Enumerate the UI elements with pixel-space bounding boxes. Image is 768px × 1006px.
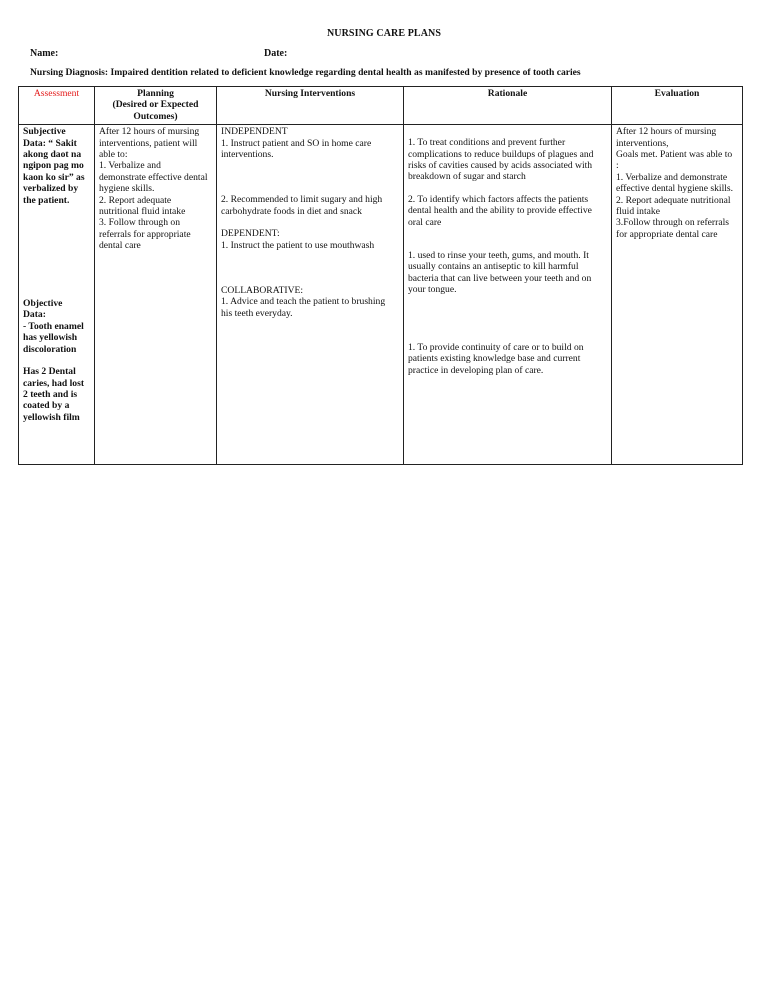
intervention-line: 2. Recommended to limit sugary and high [221, 194, 383, 206]
date-label: Date: [264, 48, 288, 59]
header-planning-line: Outcomes) [133, 110, 178, 122]
evaluation-line: Goals met. Patient was able to [616, 149, 733, 161]
evaluation-line: : [616, 160, 619, 172]
subjective-line: the patient. [23, 194, 70, 206]
planning-line: nutritional fluid intake [99, 206, 186, 218]
intervention-heading-independent: INDEPENDENT [221, 126, 288, 138]
rationale-line: 1. used to rinse your teeth, gums, and mouth. It [408, 250, 589, 262]
planning-line: demonstrate effective dental [99, 171, 208, 183]
interventions-cell [217, 125, 404, 465]
assessment-cell [19, 125, 95, 465]
header-assessment: Assessment [19, 87, 95, 125]
header-planning-line: Planning [137, 88, 174, 99]
objective-line: discoloration [23, 343, 77, 355]
evaluation-line: 3.Follow through on referrals [616, 217, 729, 229]
name-label: Name: [30, 48, 59, 59]
rationale-line: your tongue. [408, 284, 457, 296]
rationale-line: bacteria that can live between your teeth and on [408, 272, 592, 284]
evaluation-line: 1. Verbalize and demonstrate [616, 171, 728, 183]
planning-line: After 12 hours of mursing [99, 126, 200, 138]
header-rationale: Rationale [404, 87, 612, 125]
nursing-diagnosis [30, 67, 750, 78]
rationale-line: risks of cavities caused by acids associated with [408, 160, 593, 172]
intervention-line: carbohydrate foods in diet and snack [221, 205, 362, 217]
evaluation-line: fluid intake [616, 206, 660, 218]
intervention-line: 1. Instruct the patient to use mouthwash [221, 239, 375, 251]
planning-line: 2. Report adequate [99, 194, 172, 206]
rationale-line: 1. To provide continuity of care or to build on [408, 341, 584, 353]
table-header-row [19, 87, 743, 125]
objective-line: 2 teeth and is [23, 388, 78, 400]
header-planning-line: (Desired or Expected [112, 99, 199, 111]
evaluation-line: for appropriate dental care [616, 228, 718, 240]
evaluation-line: 2. Report adequate nutritional [616, 194, 731, 206]
subjective-line: verbalized by [23, 183, 79, 195]
header-interventions: Nursing Interventions [217, 87, 404, 125]
planning-line: referrals for appropriate [99, 228, 191, 240]
planning-line: 1. Verbalize and [99, 160, 161, 172]
evaluation-cell [612, 125, 743, 465]
intervention-line: interventions. [221, 149, 274, 161]
intervention-line: 1. Instruct patient and SO in home care [221, 137, 372, 149]
diagnosis-label: Nursing Diagnosis: [30, 67, 109, 78]
rationale-line: breakdown of sugar and starch [408, 171, 526, 183]
planning-cell [95, 125, 217, 465]
objective-line: yellowish film [23, 411, 80, 423]
rationale-line: 2. To identify which factors affects the patients [408, 193, 589, 205]
rationale-line: 1. To treat conditions and prevent further [408, 137, 566, 149]
objective-line: - Tooth enamel [23, 320, 84, 332]
objective-line: Has 2 Dental [23, 366, 76, 378]
meta-row [30, 48, 730, 59]
planning-line: dental care [99, 240, 141, 252]
subjective-line: akong daot na [23, 149, 82, 161]
header-evaluation: Evaluation [612, 87, 743, 125]
rationale-cell [404, 125, 612, 465]
rationale-line: complications to reduce buildups of plagues and [408, 148, 594, 160]
evaluation-line: After 12 hours of mursing [616, 126, 717, 138]
evaluation-line: interventions, [616, 137, 669, 149]
diagnosis-text: Impaired dentition related to deficient knowledge regarding dental health as manifested by presence of tooth caries [108, 67, 581, 78]
subjective-line: ngipon pag mo [23, 160, 84, 172]
objective-line: coated by a [23, 400, 70, 412]
intervention-heading-dependent: DEPENDENT: [221, 228, 280, 240]
table-row [19, 125, 743, 465]
subjective-line: kaon ko sir” as [23, 171, 85, 183]
intervention-heading-collaborative: COLLABORATIVE: [221, 285, 304, 297]
objective-line: caries, had lost [23, 377, 85, 389]
page-title: NURSING CARE PLANS [326, 28, 442, 39]
planning-line: 3. Follow through on [99, 217, 181, 229]
planning-line: interventions, patient will [99, 137, 198, 149]
subjective-line: Data: “ Sakit [23, 137, 77, 149]
rationale-line: oral care [408, 216, 442, 228]
rationale-line: dental health and the ability to provide effective [408, 205, 592, 217]
objective-line: Objective [23, 298, 63, 310]
evaluation-line: effective dental hygiene skills. [616, 183, 734, 195]
rationale-line: patients existing knowledge base and current [408, 353, 581, 365]
planning-line: able to: [99, 149, 128, 161]
objective-line: has yellowish [23, 332, 78, 344]
planning-line: hygiene skills. [99, 183, 155, 195]
header-planning [95, 87, 217, 125]
objective-line: Data: [23, 309, 46, 321]
care-plan-table [18, 86, 743, 465]
subjective-line: Subjective [23, 126, 66, 138]
rationale-line: usually contains an antiseptic to kill harmful [408, 261, 579, 273]
intervention-line: 1. Advice and teach the patient to brushing [221, 296, 386, 308]
intervention-line: his teeth everyday. [221, 307, 293, 319]
rationale-line: practice in developing plan of care. [408, 364, 544, 376]
